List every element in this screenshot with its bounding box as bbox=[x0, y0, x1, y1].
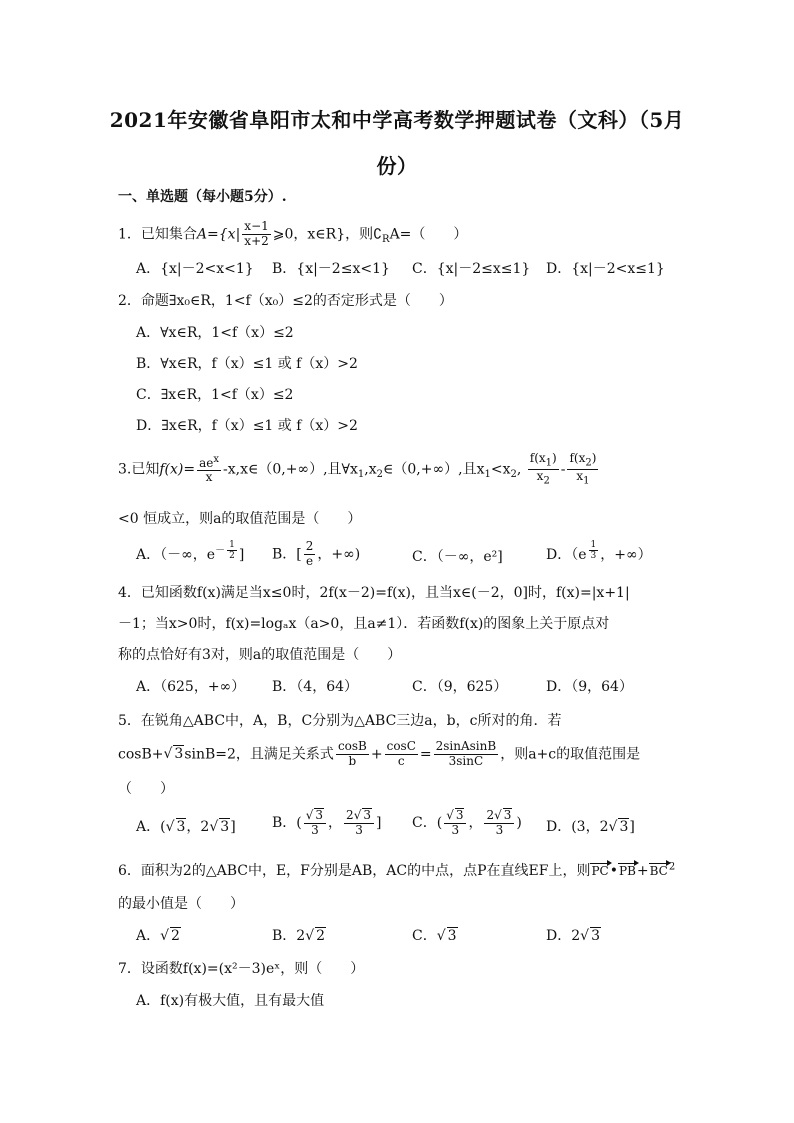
fraction: $\frac{x-1}{x+2}$ bbox=[244, 219, 269, 248]
question-6-line1: 6．面积为2的△ABC中，E，F分别是AB，AC的中点，点P在直线EF上，则$PC•PB+BC^2$ bbox=[118, 861, 676, 879]
q4-option-a[interactable]: A．（625，+∞） bbox=[136, 679, 246, 695]
question-4-line2: －1；当x>0时，f(x)=logₐx（a>0，且a≠1）．若函数f(x)的图象上关于原点对 bbox=[118, 616, 610, 632]
q5-option-c[interactable]: C．( √ $\frac{3}{3}$ ， $\frac{2√ 3}{3}$ ) bbox=[412, 808, 522, 838]
q7-option-a[interactable]: A．f(x)有极大值，且有最大值 bbox=[136, 993, 325, 1009]
q3-option-b[interactable]: B．[ $\frac{2}{e}$ ，+∞) bbox=[272, 539, 361, 568]
q3-option-a[interactable]: A．（－∞，$e^{- \frac{1}{2}}$ ] bbox=[136, 540, 245, 563]
fraction: $\frac{ae^x}{x}$ bbox=[199, 453, 219, 485]
question-6-line2: 的最小值是（ ） bbox=[118, 896, 244, 912]
q1-option-c[interactable]: C．{x|－2≤x≤1} bbox=[412, 261, 531, 277]
q4-option-b[interactable]: B．（4，64） bbox=[272, 679, 359, 695]
q5-option-a[interactable]: A．(√ 3，2√ 3] bbox=[136, 816, 236, 836]
q3-option-c[interactable]: C．（－∞，e²] bbox=[412, 549, 503, 565]
question-2-stem: 2．命题∃x₀∈R，1<f（x₀）≤2的否定形式是（ ） bbox=[118, 293, 453, 309]
question-3-stem: 3.已知f(x)= $\frac{ae^x}{x}$ -x,x∈（0,+∞）,且$\forall x_1,x_2\in(0,+\infty)$,且$x_1<x_2$, $\frac{f(x_1)}{x_2}$ - $\frac{f(x_2)}{x_1}$ bbox=[118, 451, 597, 487]
q5-option-d[interactable]: D．(3，2√ 3] bbox=[546, 816, 635, 836]
exam-title-line2: 份） bbox=[376, 154, 418, 178]
q4-option-c[interactable]: C．（9，625） bbox=[412, 679, 508, 695]
q2-option-a[interactable]: A．∀x∈R，1<f（x）≤2 bbox=[136, 325, 294, 341]
question-7-stem: 7．设函数f(x)=(x²－3)eˣ，则（ ） bbox=[118, 961, 365, 977]
q1-option-b[interactable]: B．{x|－2≤x<1} bbox=[272, 261, 390, 277]
q3-option-d[interactable]: D．（e $^{\frac{1}{3}}$ ，+∞） bbox=[546, 540, 652, 563]
q6-option-d[interactable]: D．2√ 3 bbox=[546, 925, 601, 945]
section-heading: 一、单选题（每小题5分）. bbox=[118, 189, 287, 205]
question-3-stem-cont: <0 恒成立，则a的取值范围是（ ） bbox=[118, 511, 362, 527]
q5-option-b[interactable]: B．( √ $\frac{3}{3}$ ， $\frac{2√ 3}{3}$ ] bbox=[272, 808, 381, 838]
question-1-stem: 1．已知集合A={x| $\frac{x-1}{x+2}$ ⩾0，x∈R}，则$∁_RA=$（ ） bbox=[118, 219, 468, 248]
question-4-line3: 称的点恰好有3对，则a的取值范围是（ ） bbox=[118, 647, 402, 663]
q4-option-d[interactable]: D．（9，64） bbox=[546, 679, 633, 695]
q6-option-b[interactable]: B．2√ 2 bbox=[272, 925, 326, 945]
exam-title-line1: 2021年安徽省阜阳市太和中学高考数学押题试卷（文科）（5月 bbox=[109, 108, 685, 132]
q1-option-d[interactable]: D．{x|－2<x≤1} bbox=[546, 261, 665, 277]
question-5-line3: （ ） bbox=[118, 781, 174, 797]
q2-option-c[interactable]: C．∃x∈R，1<f（x）≤2 bbox=[136, 387, 294, 403]
question-4-line1: 4．已知函数f(x)满足当x≤0时，2f(x－2)=f(x)，且当x∈(－2，0]时，f(x)=|x+1| bbox=[118, 585, 630, 601]
fraction: $\frac{f(x_1)}{x_2}$ bbox=[529, 451, 557, 487]
q6-option-c[interactable]: C．√ 3 bbox=[412, 925, 458, 945]
q2-option-b[interactable]: B．∀x∈R，f（x）≤1 或 f（x）>2 bbox=[136, 356, 358, 372]
question-5-line2: cosB+√ 3sinB=2，且满足关系式 $\frac{\cos B}{b}$ + $\frac{\cos C}{c}$ = $\frac{\text{2sinAsinB}}{3\sin C}$ ，则a+c的取值范围是 bbox=[118, 740, 640, 769]
q1-option-a[interactable]: A．{x|－2<x<1} bbox=[136, 261, 254, 277]
q2-option-d[interactable]: D．∃x∈R，f（x）≤1 或 f（x）>2 bbox=[136, 418, 358, 434]
question-5-line1: 5．在锐角△ABC中，A，B，C分别为△ABC三边a，b，c所对的角．若 bbox=[118, 713, 562, 729]
q6-option-a[interactable]: A．√ 2 bbox=[136, 925, 181, 945]
fraction: $\frac{f(x_2)}{x_1}$ bbox=[569, 451, 597, 487]
